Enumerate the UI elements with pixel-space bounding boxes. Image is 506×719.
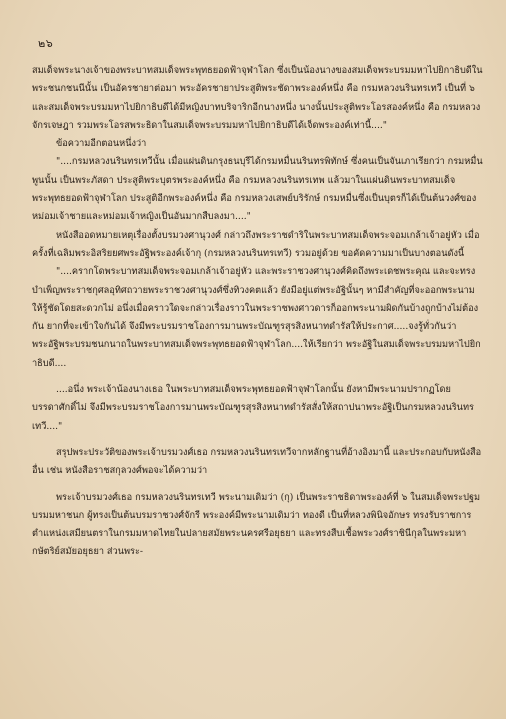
quote-paragraph: "....ครากโดพระบาทสมเด็จพระจอมเกล้าเจ้าอยู่หัว และพระราชวงศานุวงศ์คิดถึงพระเดชพระคุณ และจะทรงบำเพ็ญพระราชกุศลอุทิศถวายพระราชวงศานุวงศ์ซึ่งทิวงคตแล้ว ยังมีอยู่แต่พระอัฐินั้นๆ หามีสำคัญที่จะออกพระนามให้รู้ชัดโดยสะดวกไม่ อนึ่งเมื่อคราวใดจะกล่าวเรื่องราวในพระราชพงศาวดารก็ออกพระนามผิดกันบ้างถูกบ้างไม่ต้องกัน ยากที่จะเข้าใจกันได้ จึงมีพระบรมราชโองการมานพระบัณฑูรสุรสิงหนาทดำรัสให้ประกาศ.....จงรู้ทั่วกันว่า พระอัฐิพระบรมชนกนาถในพระบาทสมเด็จพระพุทธยอดฟ้าจุฬาโลก....ให้เรียกว่า พระอัฐิในสมเด็จพระบรมมหาไปยิกาธิบดี.... xyxy=(32,266,481,369)
paragraph: ข้อความอีกตอนหนึ่งว่า xyxy=(56,138,147,150)
quote-paragraph: ....อนึ่ง พระเจ้าน้องนางเธอ ในพระบาทสมเด็จพระพุทธยอดฟ้าจุฬาโลกนั้น ยังหามีพระนามปรากฏโดยบรรดาศักดิ์ไม่ จึงมีพระบรมราชโองการมานพระบัณฑูรสุรสิงหนาทดำรัสสั่งให้สถาปนาพระอัฐิเป็นกรมหลวงนรินทรเทวี...." xyxy=(32,384,474,432)
paragraph: พระเจ้าบรมวงศ์เธอ กรมหลวงนรินทรเทวี พระนามเดิมว่า (กุ) เป็นพระราชธิดาพระองค์ที่ ๖ ในสมเด็จพระปฐมบรมมหาชนก ผู้ทรงเป็นต้นบรมราชวงศ์จักรี พระองค์มีพระนามเดิมว่า ทองดี เป็นที่หลวงพินิจอักษร ทรงรับราชการตำแหน่งเสมียนตราในกรมมหาดไทยในปลายสมัยพระนครศรีอยุธยา และทรงสืบเชื้อพระวงศ์ราชินีกุลในพระมหากษัตริย์สมัยอยุธยา ส่วนพระ- xyxy=(32,491,481,558)
quote-paragraph: "....กรมหลวงนรินทรเทวีนั้น เมื่อแผ่นดินกรุงธนบุรีได้กรมหมื่นนรินทรพิทักษ์ ซึ่งคนเป็นจันเภาเรียกว่า กรมหมื่นพูนนั้น เป็นพระภัสดา ประสูติพระบุตรพระองค์หนึ่ง คือ กรมหลวงนรินทรเทพ แล้วมาในแผ่นดินพระบาทสมเด็จพระพุทธยอดฟ้าจุฬาโลก ประสูติอีกพระองค์หนึ่ง คือ กรมหลวงเสพย์บริรักษ์ กรมหมื่นซึ่งเป็นบุตรก็ได้เป็นต้นวงศ์ของหม่อมเจ้าชายและหม่อมเจ้าหญิงเป็นอันมากสืบลงมา...." xyxy=(32,156,483,223)
body-text xyxy=(32,62,484,562)
page-number: ๒๖ xyxy=(38,37,54,50)
paragraph: หนังสืออดหมายเหตุเรื่องตั้งบรมวงศานุวงศ์ กล่าวถึงพระราชดำริในพระบาทสมเด็จพระจอมเกล้าเจ้าอยู่หัว เมื่อครั้งที่เฉลิมพระอิสริยยศพระอัฐิพระองค์เจ้ากุ (กรมหลวงนรินทรเทวี) รวมอยู่ด้วย ขอคัดความมาเป็นบางตอนดังนี้ xyxy=(32,229,480,259)
paragraph: สรุปพระประวัติของพระเจ้าบรมวงศ์เธอ กรมหลวงนรินทรเทวีจากหลักฐานที่อ้างอิงมานี้ และประกอบกับหนังสืออื่น เช่น หนังสือราชสกุลวงศ์พอจะได้ความว่า xyxy=(32,446,482,477)
paragraph: สมเด็จพระนางเจ้าของพระบาทสมเด็จพระพุทธยอดฟ้าจุฬาโลก ซึ่งเป็นน้องนางของสมเด็จพระบรมมหาไปยิกาธิบดีในพระชนกชนนีนั้น เป็นอัครชายาต่อมา พระอัครชายาประสูติพระชัดาพระองค์หนึ่ง คือ กรมหลวงนรินทรเทวี เป็นที่ ๖ และสมเด็จพระบรมมหาไปยิกาธิบดีได้มีหญิงบาทบริจาริกอีกนางหนึ่ง นางนั้นประสูติพระโอรสองค์หนึ่ง คือ กรมหลวงจักรเจษฎา รวมพระโอรสพระธิดาในสมเด็จพระบรมมหาไปยิกาธิบดีได้เจ็ดพระองค์เท่านี้...." xyxy=(32,65,483,131)
